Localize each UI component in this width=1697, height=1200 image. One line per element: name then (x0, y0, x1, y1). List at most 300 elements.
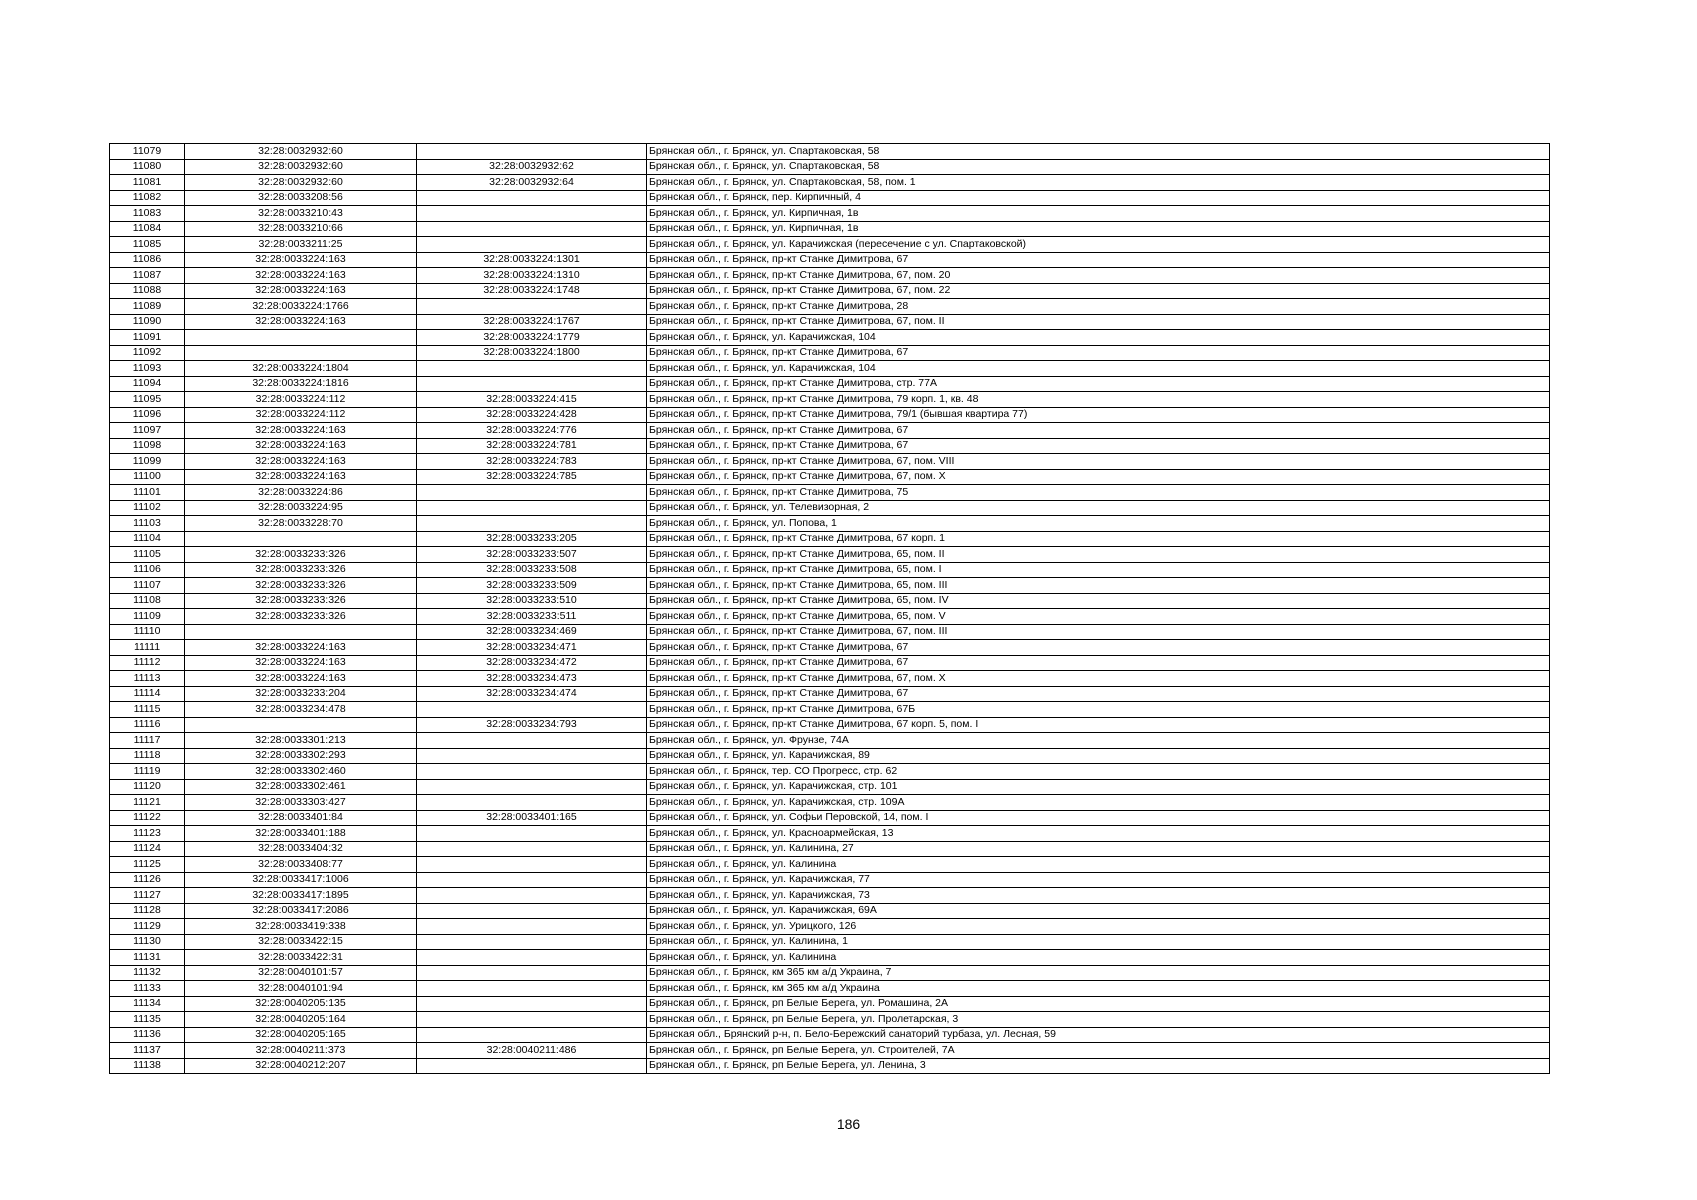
cadastral-number-cell: 32:28:0040205:165 (185, 1027, 417, 1043)
address-cell: Брянская обл., г. Брянск, пр-кт Станке Димитрова, 65, пом. V (647, 609, 1550, 625)
table-row (110, 857, 1550, 873)
row-number-cell: 11103 (110, 516, 185, 532)
cadastral-number-cell: 32:28:0033422:31 (185, 950, 417, 966)
address-cell: Брянская обл., г. Брянск, рп Белые Берега, ул. Ромашина, 2А (647, 996, 1550, 1012)
address-cell: Брянская обл., г. Брянск, ул. Калинина, 1 (647, 934, 1550, 950)
row-number-cell: 11101 (110, 485, 185, 501)
address-cell: Брянская обл., г. Брянск, пр-кт Станке Димитрова, 28 (647, 299, 1550, 315)
row-number-cell: 11113 (110, 671, 185, 687)
table-row (110, 671, 1550, 687)
sub-cadastral-number-cell (417, 888, 647, 904)
row-number-cell: 11114 (110, 686, 185, 702)
sub-cadastral-number-cell (417, 702, 647, 718)
row-number-cell: 11112 (110, 655, 185, 671)
cadastral-number-cell: 32:28:0032932:60 (185, 144, 417, 160)
table-row (110, 888, 1550, 904)
cadastral-number-cell: 32:28:0033233:326 (185, 609, 417, 625)
sub-cadastral-number-cell: 32:28:0033224:415 (417, 392, 647, 408)
row-number-cell: 11081 (110, 175, 185, 191)
table-row (110, 345, 1550, 361)
row-number-cell: 11135 (110, 1012, 185, 1028)
address-cell: Брянская обл., г. Брянск, пр-кт Станке Димитрова, 67, пом. II (647, 314, 1550, 330)
row-number-cell: 11137 (110, 1043, 185, 1059)
address-cell: Брянская обл., г. Брянск, ул. Спартаковская, 58, пом. 1 (647, 175, 1550, 191)
table-row (110, 764, 1550, 780)
table-row (110, 795, 1550, 811)
cadastral-number-cell (185, 345, 417, 361)
row-number-cell: 11123 (110, 826, 185, 842)
row-number-cell: 11093 (110, 361, 185, 377)
address-cell: Брянская обл., г. Брянск, тер. СО Прогресс, стр. 62 (647, 764, 1550, 780)
address-cell: Брянская обл., г. Брянск, ул. Кирпичная, 1в (647, 206, 1550, 222)
row-number-cell: 11130 (110, 934, 185, 950)
address-cell: Брянская обл., г. Брянск, ул. Калинина, 27 (647, 841, 1550, 857)
cadastral-number-cell (185, 531, 417, 547)
row-number-cell: 11084 (110, 221, 185, 237)
row-number-cell: 11083 (110, 206, 185, 222)
cadastral-number-cell: 32:28:0033224:163 (185, 640, 417, 656)
table-body (110, 144, 1550, 1074)
cadastral-number-cell: 32:28:0033224:112 (185, 392, 417, 408)
cadastral-number-cell (185, 624, 417, 640)
cadastral-number-cell: 32:28:0033224:163 (185, 454, 417, 470)
cadastral-number-cell: 32:28:0040101:94 (185, 981, 417, 997)
row-number-cell: 11097 (110, 423, 185, 439)
address-cell: Брянская обл., г. Брянск, ул. Попова, 1 (647, 516, 1550, 532)
table-row (110, 1027, 1550, 1043)
sub-cadastral-number-cell (417, 733, 647, 749)
sub-cadastral-number-cell: 32:28:0033224:1767 (417, 314, 647, 330)
row-number-cell: 11136 (110, 1027, 185, 1043)
address-cell: Брянская обл., г. Брянск, пр-кт Станке Димитрова, 67 (647, 640, 1550, 656)
sub-cadastral-number-cell: 32:28:0033224:1779 (417, 330, 647, 346)
table-row (110, 748, 1550, 764)
cadastral-number-cell: 32:28:0033208:56 (185, 190, 417, 206)
sub-cadastral-number-cell: 32:28:0033401:165 (417, 810, 647, 826)
sub-cadastral-number-cell (417, 748, 647, 764)
row-number-cell: 11125 (110, 857, 185, 873)
table-row (110, 175, 1550, 191)
table-row (110, 934, 1550, 950)
cadastral-number-cell: 32:28:0032932:60 (185, 175, 417, 191)
address-cell: Брянская обл., г. Брянск, км 365 км а/д Украина (647, 981, 1550, 997)
row-number-cell: 11128 (110, 903, 185, 919)
row-number-cell: 11116 (110, 717, 185, 733)
table-row (110, 423, 1550, 439)
sub-cadastral-number-cell (417, 826, 647, 842)
address-cell: Брянская обл., г. Брянск, пр-кт Станке Димитрова, 67, пом. X (647, 671, 1550, 687)
address-cell: Брянская обл., г. Брянск, ул. Софьи Перовской, 14, пом. I (647, 810, 1550, 826)
row-number-cell: 11108 (110, 593, 185, 609)
cadastral-number-cell: 32:28:0033422:15 (185, 934, 417, 950)
cadastral-number-cell: 32:28:0033228:70 (185, 516, 417, 532)
address-cell: Брянская обл., г. Брянск, ул. Урицкого, 126 (647, 919, 1550, 935)
row-number-cell: 11090 (110, 314, 185, 330)
address-cell: Брянская обл., г. Брянск, пр-кт Станке Димитрова, 75 (647, 485, 1550, 501)
table-row (110, 190, 1550, 206)
table-row (110, 686, 1550, 702)
sub-cadastral-number-cell (417, 857, 647, 873)
sub-cadastral-number-cell: 32:28:0033234:793 (417, 717, 647, 733)
cadastral-number-cell: 32:28:0033224:163 (185, 252, 417, 268)
cadastral-number-cell: 32:28:0033210:43 (185, 206, 417, 222)
table-row (110, 144, 1550, 160)
cadastral-number-cell: 32:28:0040101:57 (185, 965, 417, 981)
cadastral-number-cell: 32:28:0033224:163 (185, 671, 417, 687)
cadastral-number-cell: 32:28:0033401:188 (185, 826, 417, 842)
address-cell: Брянская обл., г. Брянск, ул. Телевизорная, 2 (647, 500, 1550, 516)
table-row (110, 1058, 1550, 1074)
sub-cadastral-number-cell (417, 1012, 647, 1028)
sub-cadastral-number-cell (417, 237, 647, 253)
table-row (110, 392, 1550, 408)
sub-cadastral-number-cell (417, 795, 647, 811)
table-row (110, 299, 1550, 315)
row-number-cell: 11138 (110, 1058, 185, 1074)
table-row (110, 609, 1550, 625)
sub-cadastral-number-cell (417, 221, 647, 237)
table-row (110, 593, 1550, 609)
address-cell: Брянская обл., г. Брянск, рп Белые Берега, ул. Ленина, 3 (647, 1058, 1550, 1074)
address-cell: Брянская обл., г. Брянск, ул. Калинина (647, 857, 1550, 873)
row-number-cell: 11111 (110, 640, 185, 656)
table-row (110, 438, 1550, 454)
address-cell: Брянская обл., г. Брянск, пр-кт Станке Димитрова, 65, пом. III (647, 578, 1550, 594)
sub-cadastral-number-cell (417, 190, 647, 206)
row-number-cell: 11092 (110, 345, 185, 361)
cadastral-number-cell: 32:28:0033224:1816 (185, 376, 417, 392)
table-row (110, 314, 1550, 330)
table-row (110, 407, 1550, 423)
table-row (110, 562, 1550, 578)
row-number-cell: 11122 (110, 810, 185, 826)
row-number-cell: 11087 (110, 268, 185, 284)
row-number-cell: 11102 (110, 500, 185, 516)
row-number-cell: 11109 (110, 609, 185, 625)
sub-cadastral-number-cell: 32:28:0033234:473 (417, 671, 647, 687)
cadastral-number-cell: 32:28:0033224:95 (185, 500, 417, 516)
cadastral-number-cell: 32:28:0033417:2086 (185, 903, 417, 919)
address-cell: Брянская обл., г. Брянск, пр-кт Станке Димитрова, 67 корп. 1 (647, 531, 1550, 547)
address-cell: Брянская обл., г. Брянск, ул. Карачижская, стр. 109А (647, 795, 1550, 811)
cadastral-number-cell: 32:28:0033408:77 (185, 857, 417, 873)
sub-cadastral-number-cell (417, 950, 647, 966)
cadastral-number-cell: 32:28:0040211:373 (185, 1043, 417, 1059)
address-cell: Брянская обл., г. Брянск, ул. Карачижская, стр. 101 (647, 779, 1550, 795)
address-cell: Брянская обл., г. Брянск, пр-кт Станке Димитрова, 79 корп. 1, кв. 48 (647, 392, 1550, 408)
row-number-cell: 11126 (110, 872, 185, 888)
table-row (110, 252, 1550, 268)
table-row (110, 237, 1550, 253)
address-cell: Брянская обл., г. Брянск, пр-кт Станке Димитрова, стр. 77А (647, 376, 1550, 392)
sub-cadastral-number-cell: 32:28:0033224:1310 (417, 268, 647, 284)
sub-cadastral-number-cell (417, 1027, 647, 1043)
cadastral-number-cell: 32:28:0033224:163 (185, 423, 417, 439)
row-number-cell: 11106 (110, 562, 185, 578)
row-number-cell: 11091 (110, 330, 185, 346)
cadastral-number-cell: 32:28:0033302:293 (185, 748, 417, 764)
cadastral-number-cell: 32:28:0033302:460 (185, 764, 417, 780)
address-cell: Брянская обл., г. Брянск, пр-кт Станке Димитрова, 67 (647, 345, 1550, 361)
cadastral-number-cell: 32:28:0033224:163 (185, 268, 417, 284)
cadastral-number-cell: 32:28:0033233:326 (185, 593, 417, 609)
row-number-cell: 11088 (110, 283, 185, 299)
cadastral-number-cell: 32:28:0033417:1006 (185, 872, 417, 888)
row-number-cell: 11096 (110, 407, 185, 423)
address-cell: Брянская обл., г. Брянск, ул. Карачижская (пересечение с ул. Спартаковской) (647, 237, 1550, 253)
sub-cadastral-number-cell (417, 965, 647, 981)
table-row (110, 779, 1550, 795)
cadastral-number-cell: 32:28:0033224:163 (185, 469, 417, 485)
cadastral-number-cell: 32:28:0033303:427 (185, 795, 417, 811)
sub-cadastral-number-cell (417, 872, 647, 888)
sub-cadastral-number-cell: 32:28:0033224:1800 (417, 345, 647, 361)
cadastral-number-cell: 32:28:0033224:1766 (185, 299, 417, 315)
cadastral-number-cell (185, 330, 417, 346)
cadastral-number-cell: 32:28:0033401:84 (185, 810, 417, 826)
row-number-cell: 11131 (110, 950, 185, 966)
cadastral-number-cell: 32:28:0033302:461 (185, 779, 417, 795)
address-cell: Брянская обл., г. Брянск, ул. Фрунзе, 74А (647, 733, 1550, 749)
row-number-cell: 11129 (110, 919, 185, 935)
table-row (110, 361, 1550, 377)
row-number-cell: 11121 (110, 795, 185, 811)
address-cell: Брянская обл., г. Брянск, пр-кт Станке Димитрова, 67, пом. VIII (647, 454, 1550, 470)
cadastral-number-cell: 32:28:0033224:163 (185, 655, 417, 671)
table-row (110, 268, 1550, 284)
cadastral-number-cell: 32:28:0033234:478 (185, 702, 417, 718)
address-cell: Брянская обл., г. Брянск, пр-кт Станке Димитрова, 67, пом. 22 (647, 283, 1550, 299)
cadastral-number-cell: 32:28:0040212:207 (185, 1058, 417, 1074)
sub-cadastral-number-cell (417, 206, 647, 222)
address-cell: Брянская обл., г. Брянск, пр-кт Станке Димитрова, 67 (647, 423, 1550, 439)
row-number-cell: 11115 (110, 702, 185, 718)
cadastral-number-cell: 32:28:0033224:163 (185, 283, 417, 299)
sub-cadastral-number-cell (417, 485, 647, 501)
row-number-cell: 11127 (110, 888, 185, 904)
table-row (110, 702, 1550, 718)
address-cell: Брянская обл., г. Брянск, ул. Карачижская, 104 (647, 361, 1550, 377)
cadastral-number-cell: 32:28:0032932:60 (185, 159, 417, 175)
row-number-cell: 11118 (110, 748, 185, 764)
sub-cadastral-number-cell (417, 903, 647, 919)
sub-cadastral-number-cell (417, 500, 647, 516)
sub-cadastral-number-cell: 32:28:0033233:508 (417, 562, 647, 578)
address-cell: Брянская обл., г. Брянск, рп Белые Берега, ул. Пролетарская, 3 (647, 1012, 1550, 1028)
address-cell: Брянская обл., г. Брянск, пр-кт Станке Димитрова, 67 (647, 655, 1550, 671)
sub-cadastral-number-cell: 32:28:0032932:64 (417, 175, 647, 191)
address-cell: Брянская обл., г. Брянск, пр-кт Станке Димитрова, 65, пом. I (647, 562, 1550, 578)
row-number-cell: 11100 (110, 469, 185, 485)
sub-cadastral-number-cell: 32:28:0033224:776 (417, 423, 647, 439)
sub-cadastral-number-cell: 32:28:0033224:781 (417, 438, 647, 454)
address-cell: Брянская обл., г. Брянск, ул. Кирпичная, 1в (647, 221, 1550, 237)
row-number-cell: 11117 (110, 733, 185, 749)
cadastral-number-cell: 32:28:0033301:213 (185, 733, 417, 749)
cadastral-number-cell: 32:28:0033419:338 (185, 919, 417, 935)
table-row (110, 903, 1550, 919)
table-row (110, 578, 1550, 594)
sub-cadastral-number-cell (417, 361, 647, 377)
table-row (110, 547, 1550, 563)
table-row (110, 624, 1550, 640)
cadastral-number-cell: 32:28:0033233:204 (185, 686, 417, 702)
table-row (110, 531, 1550, 547)
table-row (110, 500, 1550, 516)
row-number-cell: 11124 (110, 841, 185, 857)
row-number-cell: 11080 (110, 159, 185, 175)
table-row (110, 454, 1550, 470)
table-row (110, 950, 1550, 966)
sub-cadastral-number-cell: 32:28:0033233:205 (417, 531, 647, 547)
table-row (110, 965, 1550, 981)
table-row (110, 206, 1550, 222)
sub-cadastral-number-cell (417, 841, 647, 857)
table-row (110, 872, 1550, 888)
table-row (110, 516, 1550, 532)
row-number-cell: 11082 (110, 190, 185, 206)
cadastral-number-cell: 32:28:0033233:326 (185, 562, 417, 578)
address-cell: Брянская обл., г. Брянск, пр-кт Станке Димитрова, 67Б (647, 702, 1550, 718)
cadastral-number-cell: 32:28:0033417:1895 (185, 888, 417, 904)
sub-cadastral-number-cell: 32:28:0033224:785 (417, 469, 647, 485)
address-cell: Брянская обл., г. Брянск, ул. Карачижская, 73 (647, 888, 1550, 904)
table-row (110, 640, 1550, 656)
table-row (110, 283, 1550, 299)
row-number-cell: 11086 (110, 252, 185, 268)
cadastral-number-cell: 32:28:0033224:1804 (185, 361, 417, 377)
sub-cadastral-number-cell (417, 376, 647, 392)
address-cell: Брянская обл., г. Брянск, пр-кт Станке Димитрова, 67, пом. X (647, 469, 1550, 485)
sub-cadastral-number-cell (417, 144, 647, 160)
table-row (110, 810, 1550, 826)
address-cell: Брянская обл., г. Брянск, пр-кт Станке Димитрова, 67 (647, 438, 1550, 454)
table-row (110, 981, 1550, 997)
table-row (110, 996, 1550, 1012)
sub-cadastral-number-cell: 32:28:0033233:509 (417, 578, 647, 594)
sub-cadastral-number-cell: 32:28:0033233:511 (417, 609, 647, 625)
cadastral-number-cell: 32:28:0033224:163 (185, 438, 417, 454)
cadastral-number-cell: 32:28:0033233:326 (185, 578, 417, 594)
cadastral-number-cell: 32:28:0033233:326 (185, 547, 417, 563)
address-cell: Брянская обл., г. Брянск, ул. Спартаковская, 58 (647, 159, 1550, 175)
sub-cadastral-number-cell (417, 996, 647, 1012)
address-cell: Брянская обл., г. Брянск, ул. Карачижская, 104 (647, 330, 1550, 346)
cadastral-number-cell (185, 717, 417, 733)
page-number: 186 (836, 1116, 861, 1132)
cadastral-number-cell: 32:28:0033404:32 (185, 841, 417, 857)
row-number-cell: 11105 (110, 547, 185, 563)
table-row (110, 655, 1550, 671)
address-cell: Брянская обл., г. Брянск, ул. Карачижская, 77 (647, 872, 1550, 888)
row-number-cell: 11120 (110, 779, 185, 795)
table-row (110, 826, 1550, 842)
table-row (110, 376, 1550, 392)
sub-cadastral-number-cell (417, 299, 647, 315)
row-number-cell: 11107 (110, 578, 185, 594)
address-cell: Брянская обл., г. Брянск, ул. Спартаковская, 58 (647, 144, 1550, 160)
sub-cadastral-number-cell (417, 1058, 647, 1074)
table-row (110, 221, 1550, 237)
row-number-cell: 11119 (110, 764, 185, 780)
address-cell: Брянская обл., г. Брянск, ул. Карачижская, 89 (647, 748, 1550, 764)
address-cell: Брянская обл., г. Брянск, пр-кт Станке Димитрова, 65, пом. IV (647, 593, 1550, 609)
table-row (110, 1043, 1550, 1059)
address-cell: Брянская обл., г. Брянск, пер. Кирпичный, 4 (647, 190, 1550, 206)
row-number-cell: 11079 (110, 144, 185, 160)
sub-cadastral-number-cell (417, 981, 647, 997)
cadastral-number-cell: 32:28:0040205:164 (185, 1012, 417, 1028)
cadastral-number-cell: 32:28:0033224:163 (185, 314, 417, 330)
sub-cadastral-number-cell: 32:28:0033234:472 (417, 655, 647, 671)
sub-cadastral-number-cell: 32:28:0033234:469 (417, 624, 647, 640)
row-number-cell: 11085 (110, 237, 185, 253)
address-cell: Брянская обл., г. Брянск, пр-кт Станке Димитрова, 67, пом. III (647, 624, 1550, 640)
sub-cadastral-number-cell: 32:28:0033234:471 (417, 640, 647, 656)
cadastral-number-cell: 32:28:0033224:86 (185, 485, 417, 501)
address-cell: Брянская обл., г. Брянск, ул. Карачижская, 69А (647, 903, 1550, 919)
sub-cadastral-number-cell (417, 779, 647, 795)
table-row (110, 717, 1550, 733)
address-cell: Брянская обл., г. Брянск, ул. Красноармейская, 13 (647, 826, 1550, 842)
property-table (109, 143, 1550, 1074)
cadastral-number-cell: 32:28:0033224:112 (185, 407, 417, 423)
cadastral-number-cell: 32:28:0033211:25 (185, 237, 417, 253)
address-cell: Брянская обл., г. Брянск, пр-кт Станке Димитрова, 67, пом. 20 (647, 268, 1550, 284)
row-number-cell: 11104 (110, 531, 185, 547)
row-number-cell: 11099 (110, 454, 185, 470)
sub-cadastral-number-cell: 32:28:0033234:474 (417, 686, 647, 702)
address-cell: Брянская обл., г. Брянск, пр-кт Станке Димитрова, 67 корп. 5, пом. I (647, 717, 1550, 733)
cadastral-number-cell: 32:28:0033210:66 (185, 221, 417, 237)
row-number-cell: 11094 (110, 376, 185, 392)
table-row (110, 733, 1550, 749)
sub-cadastral-number-cell (417, 934, 647, 950)
address-cell: Брянская обл., г. Брянск, км 365 км а/д Украина, 7 (647, 965, 1550, 981)
sub-cadastral-number-cell: 32:28:0033233:510 (417, 593, 647, 609)
address-cell: Брянская обл., г. Брянск, пр-кт Станке Димитрова, 79/1 (бывшая квартира 77) (647, 407, 1550, 423)
sub-cadastral-number-cell: 32:28:0033224:1301 (417, 252, 647, 268)
row-number-cell: 11089 (110, 299, 185, 315)
sub-cadastral-number-cell (417, 764, 647, 780)
sub-cadastral-number-cell: 32:28:0032932:62 (417, 159, 647, 175)
sub-cadastral-number-cell: 32:28:0033224:783 (417, 454, 647, 470)
address-cell: Брянская обл., г. Брянск, пр-кт Станке Димитрова, 65, пом. II (647, 547, 1550, 563)
address-cell: Брянская обл., г. Брянск, рп Белые Берега, ул. Строителей, 7А (647, 1043, 1550, 1059)
table-row (110, 469, 1550, 485)
table-row (110, 485, 1550, 501)
sub-cadastral-number-cell (417, 516, 647, 532)
sub-cadastral-number-cell: 32:28:0040211:486 (417, 1043, 647, 1059)
row-number-cell: 11095 (110, 392, 185, 408)
table-row (110, 919, 1550, 935)
sub-cadastral-number-cell: 32:28:0033224:1748 (417, 283, 647, 299)
row-number-cell: 11110 (110, 624, 185, 640)
row-number-cell: 11133 (110, 981, 185, 997)
table-row (110, 159, 1550, 175)
address-cell: Брянская обл., г. Брянск, пр-кт Станке Димитрова, 67 (647, 252, 1550, 268)
sub-cadastral-number-cell: 32:28:0033224:428 (417, 407, 647, 423)
address-cell: Брянская обл., г. Брянск, ул. Калинина (647, 950, 1550, 966)
table-row (110, 330, 1550, 346)
row-number-cell: 11134 (110, 996, 185, 1012)
address-cell: Брянская обл., Брянский р-н, п. Бело-Бережский санаторий турбаза, ул. Лесная, 59 (647, 1027, 1550, 1043)
sub-cadastral-number-cell (417, 919, 647, 935)
address-cell: Брянская обл., г. Брянск, пр-кт Станке Димитрова, 67 (647, 686, 1550, 702)
row-number-cell: 11098 (110, 438, 185, 454)
table-row (110, 841, 1550, 857)
sub-cadastral-number-cell: 32:28:0033233:507 (417, 547, 647, 563)
